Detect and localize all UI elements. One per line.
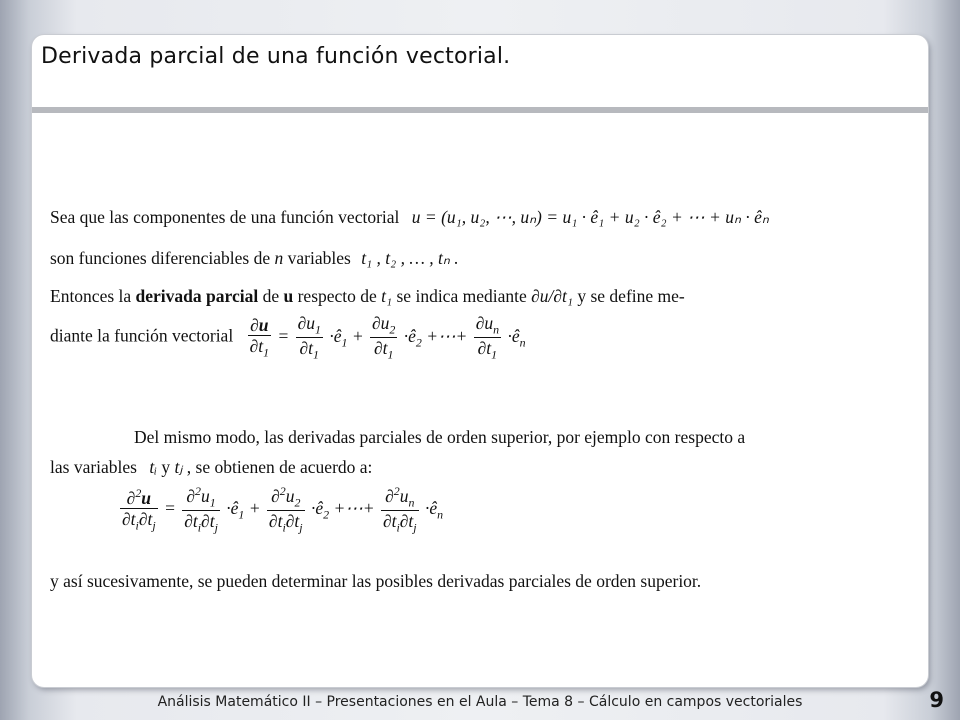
line1-formula: u = (u₁, u₂, ⋯, uₙ) = u₁ · ê₁ + u₂ · ê₂ + ⋯ + uₙ · êₙ <box>411 207 769 227</box>
line3-t1: t₁ <box>381 286 393 306</box>
text-line-8 <box>50 571 701 592</box>
line2-n: n <box>274 248 284 268</box>
line3-d: se indica mediante <box>396 286 527 306</box>
line3-e: y se define me- <box>577 286 685 306</box>
line6-b: , se obtienen de acuerdo a: <box>186 457 373 477</box>
text-line-5 <box>134 427 745 448</box>
line3-bold: derivada parcial <box>135 286 259 306</box>
line6-a: las variables <box>50 457 137 477</box>
line2-variables: t₁ , t₂ , … , tₙ . <box>361 248 459 268</box>
text-line-7 <box>118 485 443 535</box>
line4-text: diante la función vectorial <box>50 325 234 346</box>
text-line-6 <box>50 457 372 478</box>
line2-text2: variables <box>287 248 351 268</box>
line4-formula: $\frac{\partial u}{\partial t_1}$ = $\frac{\partial u_1}{\partial t_1}$ $\cdot ê_1$ + $\frac{\partial u_2}{\partial t_1}$ $\cdot ê_2$ +⋯+ $\frac{\partial u_n}{\partial t_1}$ $\cdot ê_n$ <box>249 313 526 362</box>
slide-title: Derivada parcial de una función vectorial. <box>41 44 511 69</box>
line3-b: de <box>262 286 280 306</box>
text-line-3 <box>50 286 685 307</box>
text-line-2 <box>50 248 459 269</box>
line8-text: y así sucesivamente, se pueden determinar las posibles derivadas parciales de orden superior. <box>50 571 702 591</box>
line3-u: u <box>283 286 294 306</box>
line6-tj: tⱼ <box>174 457 183 477</box>
line2-text: son funciones diferenciables de <box>50 248 271 268</box>
slide-card <box>32 35 928 687</box>
line3-c: respecto de <box>297 286 377 306</box>
line3-partial: ∂u/∂t₁ <box>531 286 573 306</box>
line6-ti: tᵢ <box>149 457 157 477</box>
line6-y: y <box>161 457 171 477</box>
title-divider <box>32 107 928 113</box>
line5-text: Del mismo modo, las derivadas parciales de orden superior, por ejemplo con respecto a <box>134 427 746 447</box>
text-line-1 <box>50 207 769 228</box>
text-line-4 <box>50 313 526 362</box>
page-number: 9 <box>929 688 944 712</box>
line3-a: Entonces la <box>50 286 132 306</box>
second-order-formula: $\frac{\partial^2u}{\partial t_i\partial t_j}$ = $\frac{\partial^2u_1}{\partial t_i\partial t_j}$ $\cdot ê_1$ + $\frac{\partial^2u_2}{\partial t_i\partial t_j}$ $\cdot ê_2$ +⋯+ $\frac{\partial^2u_n}{\partial t_i\partial t_j}$ $\cdot ê_n$ <box>122 484 444 535</box>
slide-footer: Análisis Matemático II – Presentaciones en el Aula – Tema 8 – Cálculo en campos vectoriales <box>157 694 803 710</box>
line1-text: Sea que las componentes de una función vectorial <box>50 207 400 227</box>
